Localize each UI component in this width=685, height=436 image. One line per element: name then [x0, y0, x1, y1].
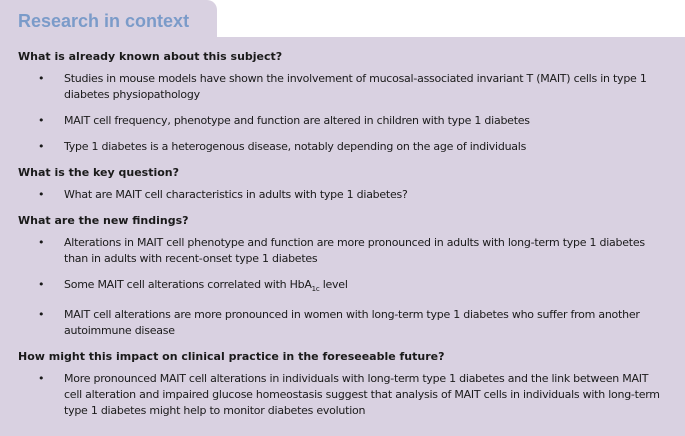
list-item-text: More pronounced MAIT cell alterations in individuals with long-term type 1 diabetes and the link between MAIT cell alteration and impaired glucose homeostasis suggest that analysis of MAIT cells in individuals with long-term type 1 diabetes might help to monitor diabetes evolution [64, 372, 660, 418]
list-item-text: Studies in mouse models have shown the involvement of mucosal-associated invariant T (MAIT) cells in type 1 diabetes physiopathology [64, 72, 647, 101]
list-item-text: Type 1 diabetes is a heterogenous disease, notably depending on the age of individuals [64, 140, 527, 153]
list-item-text: MAIT cell alterations are more pronounced in women with long-term type 1 diabetes who suffer from another autoimmune disease [64, 308, 640, 338]
list-item [18, 277, 669, 297]
list-item [18, 371, 669, 419]
bullet-icon: • [38, 72, 45, 85]
list-item [18, 187, 669, 203]
list-item-text: Alterations in MAIT cell phenotype and function are more pronounced in adults with long-term type 1 diabetes than in adults with recent-onset type 1 diabetes [64, 236, 645, 265]
list-item-text: MAIT cell frequency, phenotype and function are altered in children with type 1 diabetes [64, 114, 530, 127]
bullet-list [18, 187, 669, 203]
bullet-icon: • [38, 114, 45, 127]
research-in-context-box [0, 37, 685, 436]
bullet-icon: • [38, 278, 45, 291]
list-item [18, 71, 669, 103]
section-heading: What is already known about this subject? [18, 50, 283, 63]
subscript: 1c [311, 285, 320, 294]
bullet-list [18, 71, 669, 155]
list-item [18, 235, 669, 267]
list-item [18, 307, 669, 339]
bullet-icon: • [38, 308, 45, 322]
title-tab [0, 0, 217, 40]
list-item [18, 139, 669, 155]
list-item [18, 113, 669, 129]
list-item-text: What are MAIT cell characteristics in adults with type 1 diabetes? [64, 188, 408, 201]
bullet-icon: • [38, 236, 45, 249]
list-item-text: Some MAIT cell alterations correlated with HbA [64, 278, 312, 291]
list-item-text: level [319, 278, 348, 291]
section-heading: What is the key question? [18, 166, 179, 179]
page-title: Research in context [18, 11, 190, 31]
bullet-list [18, 371, 669, 419]
bullet-list [18, 235, 669, 339]
bullet-icon: • [38, 140, 45, 153]
bullet-icon: • [38, 188, 45, 201]
section-heading: How might this impact on clinical practice in the foreseeable future? [18, 350, 445, 364]
bullet-icon: • [38, 372, 45, 386]
section-heading: What are the new findings? [18, 214, 189, 227]
